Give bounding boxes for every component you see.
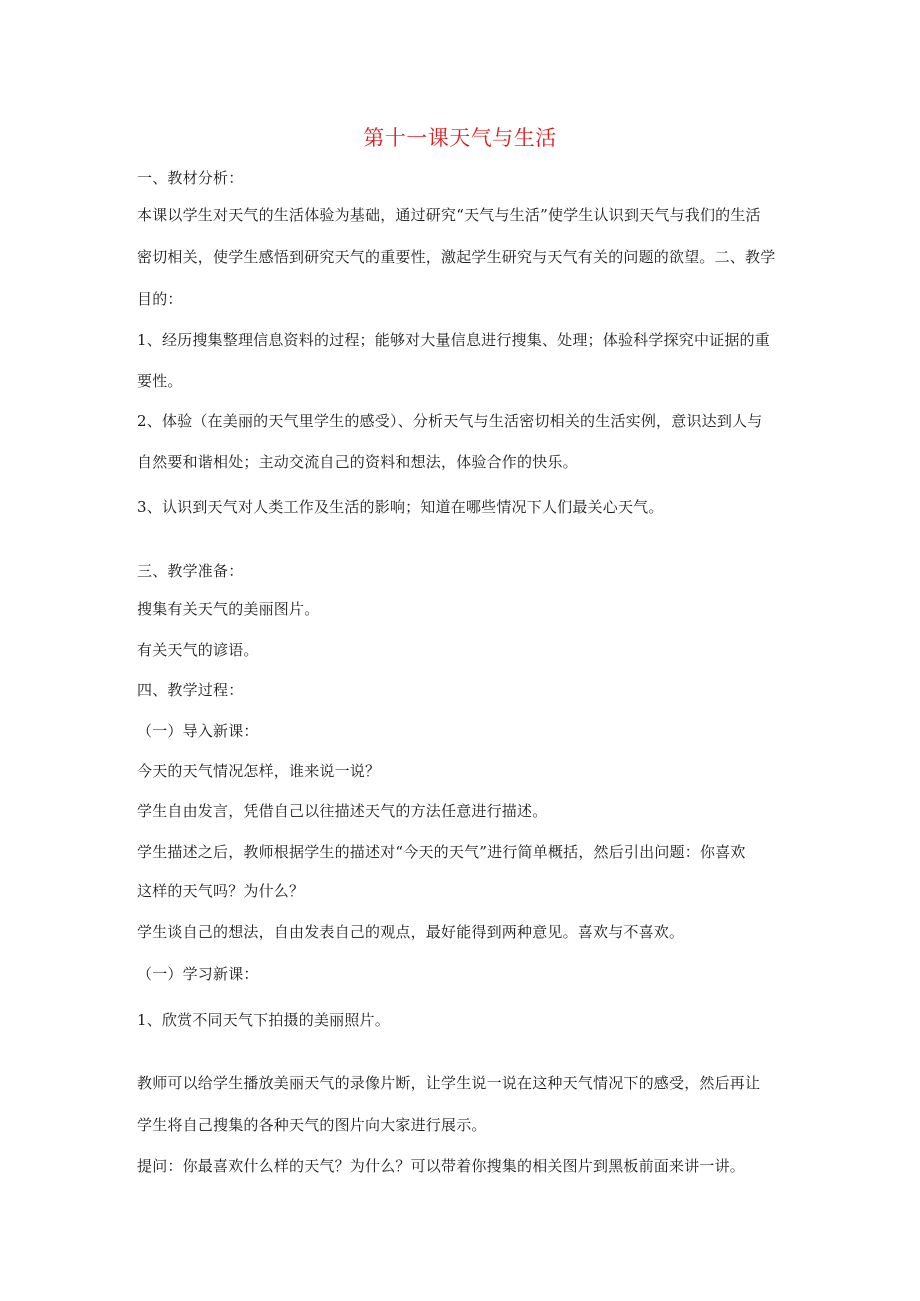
- paragraph-line: 学生自由发言，凭借自己以往描述天气的方法任意进行描述。: [137, 802, 548, 820]
- paragraph-line: 搜集有关天气的美丽图片。: [137, 600, 320, 618]
- paragraph-line: 今天的天气情况怎样，谁来说一说？: [137, 762, 381, 780]
- paragraph-line: 本课以学生对天气的生活体验为基础，通过研究“天气与生活”使学生认识到天气与我们的生活: [137, 206, 761, 224]
- paragraph-line: 2、体验（在美丽的天气里学生的感受）、分析天气与生活密切相关的生活实例，意识达到人与: [137, 412, 763, 430]
- paragraph-line: 这样的天气吗？为什么？: [137, 882, 305, 900]
- section-heading: 三、教学准备：: [137, 562, 244, 580]
- paragraph-line: 3、认识到天气对人类工作及生活的影响；知道在哪些情况下人们最关心天气。: [137, 498, 664, 516]
- paragraph-line: 1、经历搜集整理信息资料的过程；能够对大量信息进行搜集、处理；体验科学探究中证据的重: [137, 331, 770, 349]
- paragraph-line: 自然要和谐相处；主动交流自己的资料和想法，体验合作的快乐。: [137, 453, 578, 471]
- paragraph-line: 提问：你最喜欢什么样的天气？为什么？可以带着你搜集的相关图片到黑板前面来讲一讲。: [137, 1157, 746, 1175]
- paragraph-line: 学生描述之后，教师根据学生的描述对“今天的天气”进行简单概括，然后引出问题：你喜欢: [137, 843, 746, 861]
- subsection-heading: （一）学习新课：: [137, 965, 259, 983]
- document-title: 第十一课天气与生活: [363, 126, 557, 150]
- paragraph-line: 学生谈自己的想法，自由发表自己的观点，最好能得到两种意见。喜欢与不喜欢。: [137, 923, 685, 941]
- paragraph-line: 有关天气的谚语。: [137, 641, 259, 659]
- subsection-heading: （一）导入新课：: [137, 722, 259, 740]
- section-heading: 四、教学过程：: [137, 681, 244, 699]
- paragraph-line: 学生将自己搜集的各种天气的图片向大家进行展示。: [137, 1116, 487, 1134]
- paragraph-line: 教师可以给学生播放美丽天气的录像片断，让学生说一说在这种天气情况下的感受，然后再让: [137, 1074, 761, 1092]
- section-heading: 一、教材分析：: [137, 169, 244, 187]
- paragraph-line: 要性。: [137, 372, 183, 390]
- paragraph-line: 1、欣赏不同天气下拍摄的美丽照片。: [137, 1011, 390, 1029]
- paragraph-line: 目的：: [137, 290, 183, 308]
- paragraph-line: 密切相关，使学生感悟到研究天气的重要性，激起学生研究与天气有关的问题的欲望。二、教学: [137, 248, 776, 266]
